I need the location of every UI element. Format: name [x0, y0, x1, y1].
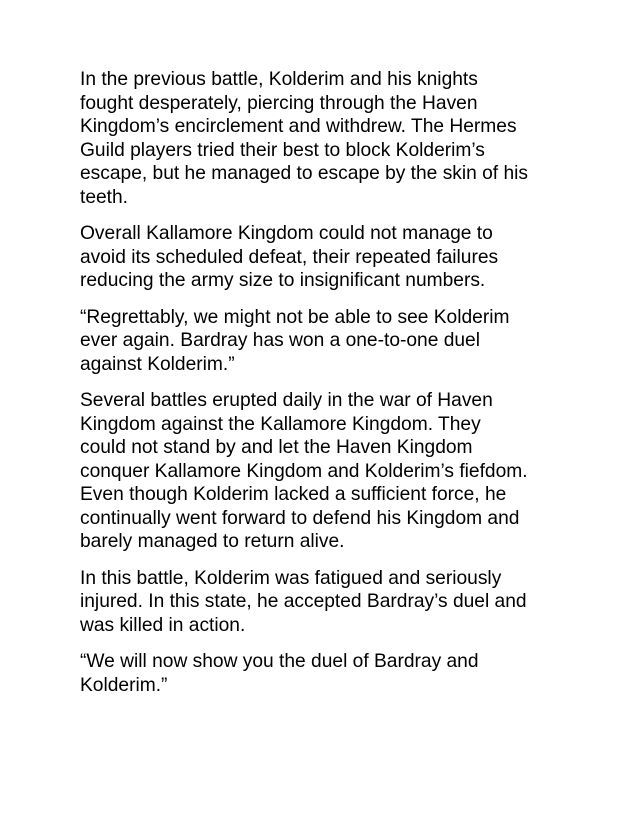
paragraph-6: “We will now show you the duel of Bardray and Kolderim.” — [80, 651, 479, 696]
paragraph-5: In this battle, Kolderim was fatigued and seriously injured. In this state, he accepted Bardray’s duel and was killed in action. — [80, 567, 527, 636]
paragraph-3: “Regrettably, we might not be able to see Kolderim ever again. Bardray has won a one-to-one duel against Kolderim.” — [80, 306, 510, 375]
paragraph-4: Several battles erupted daily in the war of Haven Kingdom against the Kallamore Kingdom. They could not stand by and let the Haven Kingdom conquer Kallamore Kingdom and Kolderim’s fiefdom. Even though Kolderim lacked a sufficient force, he continually went forward to defend his Kingdom and barely managed to return alive. — [80, 390, 528, 552]
document-body — [80, 68, 580, 710]
paragraph-1: In the previous battle, Kolderim and his knights fought desperately, piercing through the Haven Kingdom’s encirclement and withdrew. The Hermes Guild players tried their best to block Kolderim’s escape, but he managed to escape by the skin of his teeth. — [80, 69, 529, 208]
paragraph-2: Overall Kallamore Kingdom could not manage to avoid its scheduled defeat, their repeated failures reducing the army size to insignificant numbers. — [80, 223, 499, 291]
